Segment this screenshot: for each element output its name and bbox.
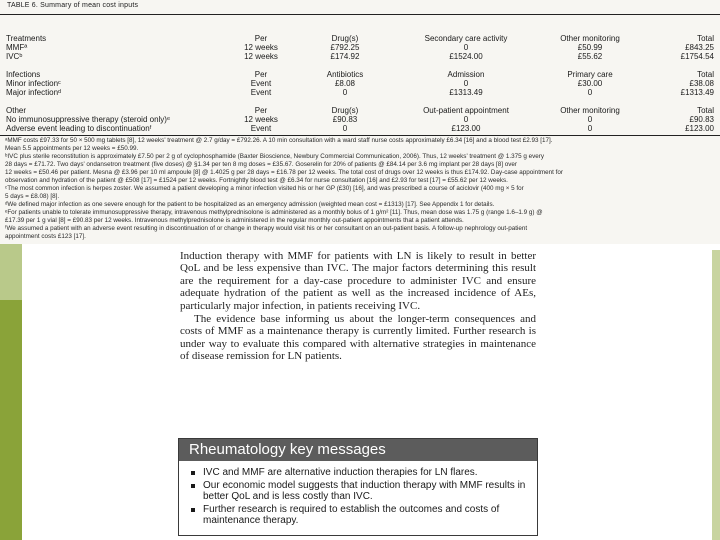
header-treatments: Treatments — [6, 34, 47, 43]
cell: Minor infectionᶜ — [6, 79, 61, 88]
cell: IVCᵇ — [6, 52, 23, 61]
paragraph-conclusion: Induction therapy with MMF for patients with LN is likely to result in better QoL and be less expensive than IVC. The major factors determining this result are the requirement for a day-case procedure to administer IVC and ensure adequate hydration of the patient as well as the increased incidence of AEs, particularly major infection, in patients receiving IVC. — [180, 250, 536, 312]
table-subheader-row — [0, 106, 720, 115]
footnote: Mean 5.5 appointments per 12 weeks = £50.99. — [5, 145, 139, 152]
cell: Adverse event leading to discontinuationᶠ — [6, 124, 152, 133]
footnote: £17.39 per 1 g vial [8] = £90.83 per 12 weeks. Intravenous methylprednisolone is administered in the regular monthly out-patient appointments that a patient attends. — [5, 217, 464, 224]
footnote: observation and hydration of the patient @ £508 [17] = £1524 per 12 weeks. Fortnightly blood test @ £6.34 for nurse consultation [16] and £2.93 for test [17] = £55.62 per 12 weeks. — [5, 177, 508, 184]
table-subheader-row — [0, 70, 720, 79]
cell: Event — [250, 88, 272, 97]
cell: £1754.54 — [680, 52, 714, 61]
cell: MMFª — [6, 43, 28, 52]
key-messages-title: Rheumatology key messages — [179, 439, 537, 461]
cell: £123.00 — [685, 124, 714, 133]
cell: Major infectionᵈ — [6, 88, 62, 97]
table-rule-top — [0, 14, 720, 15]
article-body — [180, 250, 536, 364]
cell: £792.25 — [330, 43, 360, 52]
header-secondary-care: Secondary care activity — [424, 34, 508, 43]
cell: £38.08 — [689, 79, 714, 88]
cell: Total — [697, 106, 714, 115]
table-row — [0, 124, 720, 133]
list-item: Our economic model suggests that induction therapy with MMF results in better QoL and is less costly than IVC. — [189, 480, 531, 503]
cell: Total — [697, 70, 714, 79]
cell: Admission — [447, 70, 485, 79]
table-row — [0, 88, 720, 97]
header-other-monitoring: Other monitoring — [560, 34, 620, 43]
cell: 0 — [587, 124, 593, 133]
decorative-bar-dark — [0, 300, 22, 540]
cell: Antibiotics — [326, 70, 364, 79]
cell: £55.62 — [577, 52, 603, 61]
table-row — [0, 43, 720, 52]
cell: £30.00 — [577, 79, 603, 88]
cell: £8.08 — [334, 79, 356, 88]
cell: Out-patient appointment — [423, 106, 509, 115]
cell: Drug(s) — [331, 106, 359, 115]
table-row — [0, 79, 720, 88]
table-header-row — [0, 34, 720, 43]
cell: Event — [250, 79, 272, 88]
footnote: ᵉFor patients unable to tolerate immunosuppressive therapy, intravenous methylprednisolone is administered as a monthly bolus of 1 g/m² [11]. Thus, mean dose was 1.75 g (range 1.6–1.9 g) @ — [5, 209, 543, 216]
cell: 0 — [463, 43, 469, 52]
cell: Primary care — [567, 70, 613, 79]
footnote: appointment costs £123 [17]. — [5, 233, 86, 240]
table-row — [0, 115, 720, 124]
cell: £50.99 — [577, 43, 603, 52]
cell: Event — [250, 124, 272, 133]
cell: 0 — [463, 79, 469, 88]
cell: 12 weeks — [244, 115, 278, 124]
cell: 0 — [587, 115, 593, 124]
cell: £1313.49 — [680, 88, 714, 97]
cell: No immunosuppressive therapy (steroid only)ᵉ — [6, 115, 170, 124]
cell: 12 weeks — [244, 52, 278, 61]
cell: £1524.00 — [449, 52, 483, 61]
table-footnotes — [5, 137, 717, 241]
paragraph-evidence: The evidence base informing us about the longer-term consequences and costs of MMF as a maintenance therapy is currently limited. Further research is under way to evaluate this compared with alternative strategies in maintenance of disease remission for LN patients. — [180, 313, 536, 363]
cell: £123.00 — [451, 124, 481, 133]
footnote: ᶠWe assumed a patient with an adverse event resulting in discontinuation of or change in therapy would visit his or her consultant on an out-patient basis. A follow-up nephrology out-patient — [5, 225, 528, 232]
cell: £174.92 — [330, 52, 360, 61]
header-per: Per — [254, 34, 268, 43]
header-drugs: Drug(s) — [331, 34, 359, 43]
cell: Other — [6, 106, 27, 115]
header-total: Total — [697, 34, 714, 43]
table-title: TABLE 6. Summary of mean cost inputs — [7, 2, 139, 9]
cell: £843.25 — [685, 43, 714, 52]
footnote: ᵃMMF costs £97.33 for 50 × 500 mg tablets [8], 12 weeks' treatment @ 2.7 g/day = £792.26. A 10 min consultation with a ward staff nurse costs approximately £6.34 [16] and a blood test £2.93 [17]. — [5, 137, 553, 144]
cell: £1313.49 — [449, 88, 483, 97]
cell: Other monitoring — [560, 106, 620, 115]
table-rule-bottom — [0, 135, 720, 136]
cell: Per — [254, 106, 268, 115]
footnote: 28 days = £71.72. Two days' ondansetron treatment (five doses) @ §1.34 per ten 8 mg doses = £35.67. Goserelin for 20% of patients @ £84.14 per 3.6 mg implant per 28 days [8] over — [5, 161, 517, 168]
cell: 0 — [587, 88, 593, 97]
cell: 0 — [342, 88, 348, 97]
footnote: ᵈWe defined major infection as one severe enough for the patient to be hospitalized as an emergency admission (weighted mean cost = £1313) [17]. See Appendix 1 for details. — [5, 201, 495, 208]
cost-table — [0, 0, 720, 244]
decorative-bar-right — [712, 250, 720, 540]
cell: 0 — [342, 124, 348, 133]
cell: £90.83 — [332, 115, 358, 124]
footnote: 12 weeks = £50.46 per patient. Mesna @ £3.96 per 10 ml ampoule [8] @ 1.4025 g per 28 days = £16.78 per 12 weeks. The total cost of drugs over 12 weeks is thus £174.92. Day-case appointment for — [5, 169, 564, 176]
list-item: Further research is required to establish the outcomes and costs of maintenance therapy. — [189, 504, 531, 527]
decorative-bar-light — [0, 240, 22, 300]
cell: 12 weeks — [244, 43, 278, 52]
table-row — [0, 52, 720, 61]
footnote: 5 days = £8.08) [8]. — [5, 193, 60, 200]
cell: Infections — [6, 70, 41, 79]
list-item: IVC and MMF are alternative induction therapies for LN flares. — [189, 467, 531, 479]
footnote: ᶜThe most common infection is herpes zoster. We assumed a patient developing a minor infection visited his or her GP (£30) [16], and was prescribed a course of aciclovir (400 mg × 5 for — [5, 185, 524, 192]
cell: Per — [254, 70, 268, 79]
cell: £90.83 — [689, 115, 714, 124]
key-messages-list — [179, 467, 537, 527]
cell: 0 — [463, 115, 469, 124]
key-messages-box — [178, 438, 538, 536]
footnote: ᵇIVC plus sterile reconstitution is approximately £7.50 per 2 g of cyclophosphamide (Baxter Bioscience, Newbury Commercial Communication, 2006). Thus, 12 weeks' treatment @ 1.375 g every — [5, 153, 545, 160]
